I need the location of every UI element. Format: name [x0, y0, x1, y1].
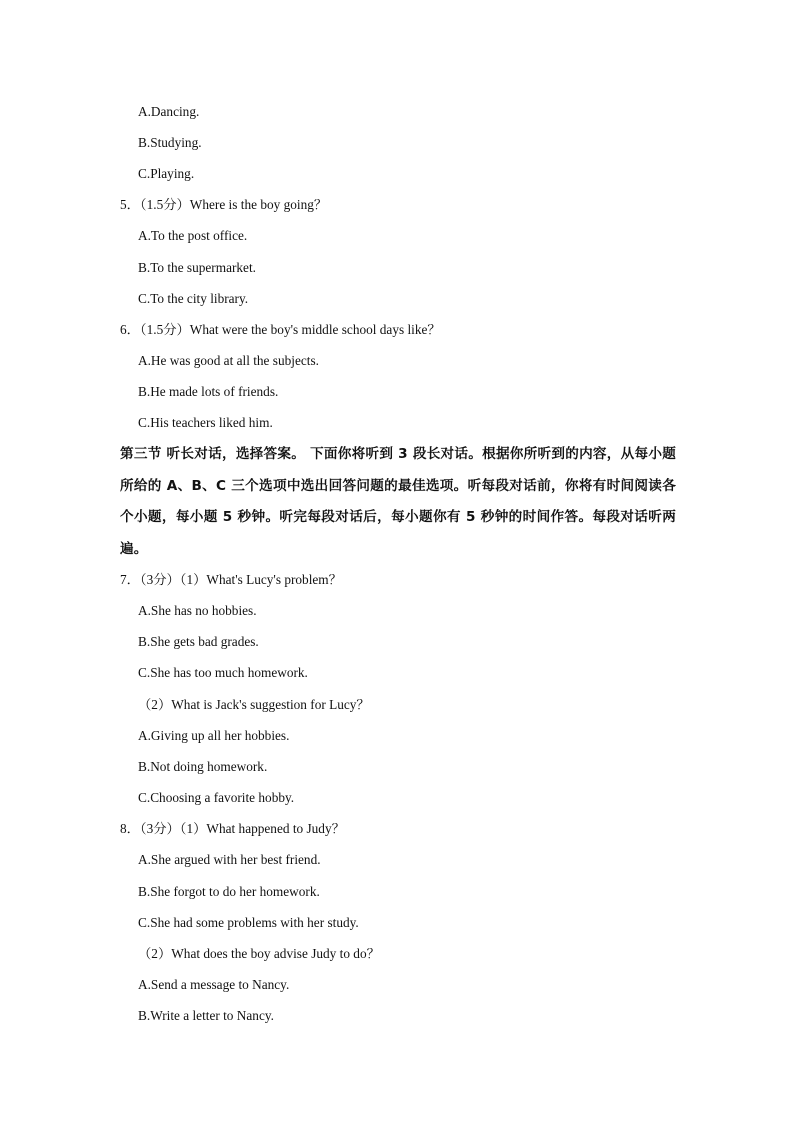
q7-sub2-stem: （2）What is Jack's suggestion for Lucy？: [138, 697, 370, 712]
q7-2-option-a: A.Giving up all her hobbies.: [138, 728, 290, 743]
q5-option-c: C.To the city library.: [138, 291, 249, 306]
q7-1-option-c: C.She has too much homework.: [138, 665, 308, 680]
q4-option-c: C.Playing.: [138, 166, 195, 181]
q5-option-a: A.To the post office.: [138, 228, 248, 243]
q8-2-option-a: A.Send a message to Nancy.: [138, 977, 290, 992]
q8-stem: 8．（3分）（1）What happened to Judy？: [120, 821, 345, 836]
q7-2-option-c: C.Choosing a favorite hobby.: [138, 790, 295, 805]
q7-stem: 7．（3分）（1）What's Lucy's problem？: [120, 572, 342, 587]
section3-instructions: 第三节 听长对话，选择答案。 下面你将听到 3 段长对话。根据你所听到的内容，从每小题所给的 A、B、C 三个选项中选出回答问题的最佳选项。听每段对话前，你将有时间阅读各个小题，每小题 5 秒钟。听完每段对话后，每小题你有 5 秒钟的时间作答。每段对话听两遍。: [120, 446, 676, 557]
q7-1-option-a: A.She has no hobbies.: [138, 603, 257, 618]
q8-1-option-b: B.She forgot to do her homework.: [138, 884, 320, 899]
q7-1-option-b: B.She gets bad grades.: [138, 634, 259, 649]
q6-stem: 6．（1.5分）What were the boy's middle school days like？: [120, 322, 441, 337]
q8-2-option-b: B.Write a letter to Nancy.: [138, 1008, 274, 1023]
q6-option-c: C.His teachers liked him.: [138, 415, 273, 430]
q6-option-b: B.He made lots of friends.: [138, 384, 279, 399]
q5-stem: 5．（1.5分）Where is the boy going？: [120, 197, 328, 212]
q4-option-a: A.Dancing.: [138, 104, 200, 119]
q8-sub2-stem: （2）What does the boy advise Judy to do？: [138, 946, 380, 961]
q6-option-a: A.He was good at all the subjects.: [138, 353, 319, 368]
q8-1-option-c: C.She had some problems with her study.: [138, 915, 359, 930]
q5-option-b: B.To the supermarket.: [138, 260, 256, 275]
q7-2-option-b: B.Not doing homework.: [138, 759, 268, 774]
q4-option-b: B.Studying.: [138, 135, 202, 150]
q8-1-option-a: A.She argued with her best friend.: [138, 852, 321, 867]
